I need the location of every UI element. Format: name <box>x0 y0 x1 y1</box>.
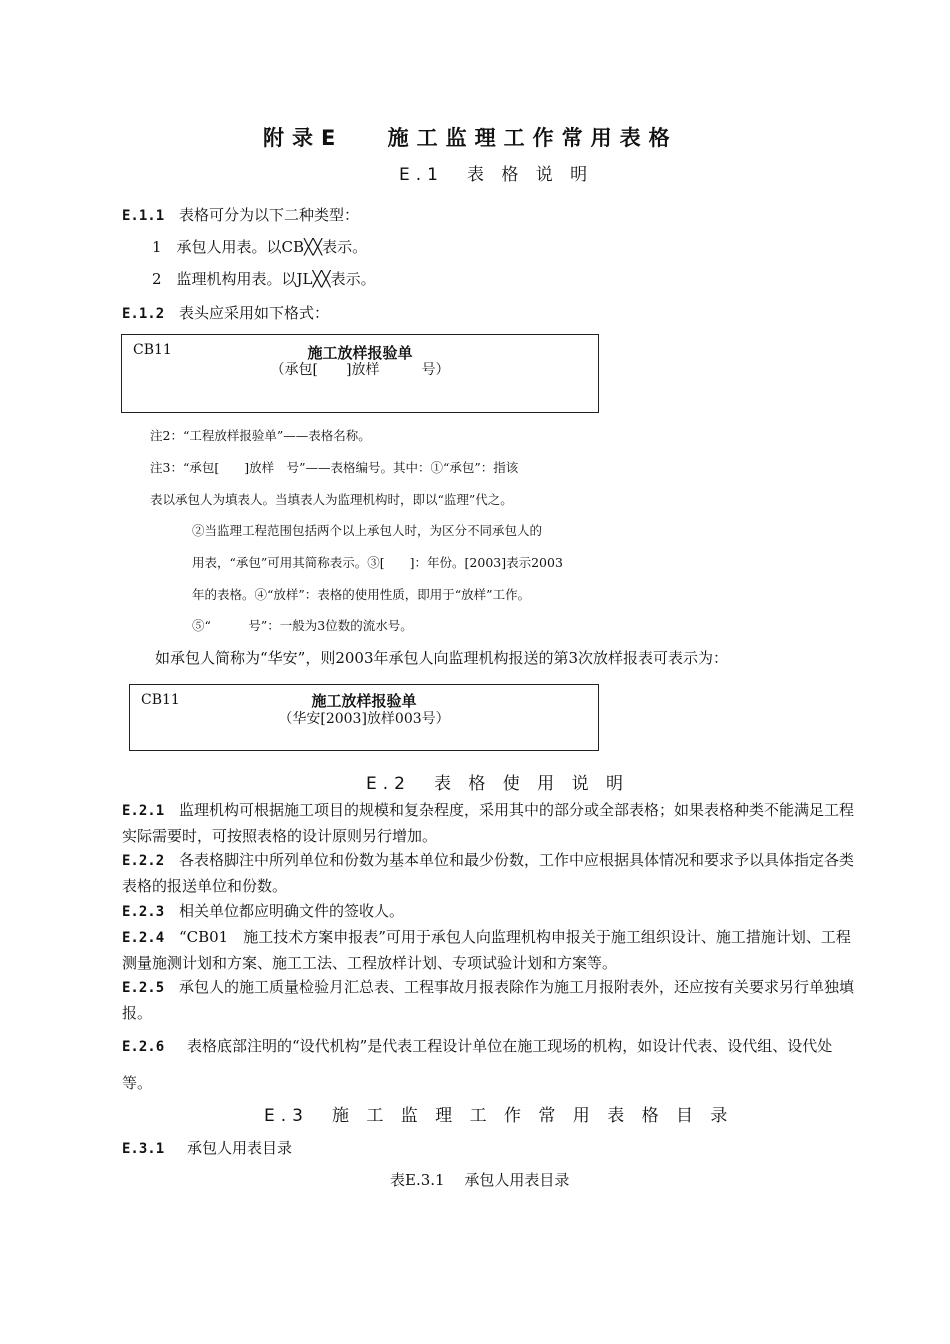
table-caption: 表E.3.1 承包人用表目录 <box>390 1171 570 1189</box>
form-header-example-2 <box>129 684 599 751</box>
section-e3-heading: E.3 施 工 监 理 工 作 常 用 表 格 目 录 <box>264 1106 734 1126</box>
clause-text: 承包人用表目录 <box>186 1139 292 1157</box>
clause-text: 表头应采用如下格式： <box>178 304 329 322</box>
clause-text: 表格底部注明的“设代机构”是代表工程设计单位在施工现场的机构，如设计代表、设代组、设代处等。 <box>122 1037 833 1092</box>
form-header-example-1 <box>121 334 599 413</box>
clause-e2-3 <box>122 899 862 925</box>
note-3-line-4: 用表，“承包”可用其简称表示。③[ ]：年份。[2003]表示2003 <box>192 555 563 570</box>
note-3-line-2: 表以承包人为填表人。当填表人为监理机构时，即以“监理”代之。 <box>150 492 513 507</box>
clause-number: E.2.5 <box>122 980 165 996</box>
clause-e3-1 <box>122 1137 292 1158</box>
form-code: CB11 <box>141 692 180 708</box>
clause-text: 监理机构可根据施工项目的规模和复杂程度，采用其中的部分或全部表格；如果表格种类不能满足工程实际需要时，可按照表格的设计原则另行增加。 <box>122 801 854 845</box>
list-item-1: 1 承包人用表。以CB╳╳表示。 <box>152 238 368 256</box>
clause-text: “CB01 施工技术方案申报表”可用于承包人向监理机构申报关于施工组织设计、施工措施计划、工程测量施测计划和方案、施工工法、工程放样计划、专项试验计划和方案等。 <box>122 928 851 972</box>
clause-number: E.2.3 <box>122 904 165 920</box>
clause-number: E.1.1 <box>122 208 165 224</box>
form-title: 施工放样报验单 <box>307 344 413 362</box>
list-item-2: 2 监理机构用表。以JL╳╳表示。 <box>152 270 376 288</box>
note-3-line-6: ⑤“ 号”：一般为3位数的流水号。 <box>192 618 413 633</box>
note-2: 注2：“工程放样报验单”——表格名称。 <box>150 428 371 443</box>
section-e2-heading: E.2 表 格 使 用 说 明 <box>366 774 629 794</box>
clause-e2-6 <box>122 1028 862 1101</box>
clause-text: 表格可分为以下二种类型： <box>178 206 359 224</box>
note-3-line-3: ②当监理工程范围包括两个以上承包人时，为区分不同承包人的 <box>192 523 543 538</box>
clause-number: E.3.1 <box>122 1141 165 1157</box>
clause-e2-1 <box>122 798 862 849</box>
clause-text: 相关单位都应明确文件的签收人。 <box>178 902 404 920</box>
note-3-line-5: 年的表格。④“放样”：表格的使用性质，即用于“放样”工作。 <box>192 587 531 602</box>
clause-e2-5 <box>122 975 862 1026</box>
form-title: 施工放样报验单 <box>311 692 417 710</box>
clause-number: E.2.6 <box>122 1039 165 1055</box>
clause-number: E.2.4 <box>122 930 165 946</box>
clause-number: E.1.2 <box>122 306 165 322</box>
clause-text: 各表格脚注中所列单位和份数为基本单位和最少份数，工作中应根据具体情况和要求予以具体指定各类表格的报送单位和份数。 <box>122 851 854 895</box>
clause-text: 承包人的施工质量检验月汇总表、工程事故月报表除作为施工月报附表外，还应按有关要求另行单独填报。 <box>122 978 854 1022</box>
page-title: 附录E 施工监理工作常用表格 <box>263 126 678 150</box>
clause-number: E.2.2 <box>122 853 165 869</box>
clause-number: E.2.1 <box>122 803 165 819</box>
clause-e1-2 <box>122 302 329 323</box>
clause-e2-2 <box>122 848 862 899</box>
form-code: CB11 <box>133 342 172 358</box>
clause-e1-1 <box>122 204 359 225</box>
section-e1-heading: E.1 表 格 说 明 <box>399 165 594 185</box>
form-number: （华安[2003]放样003号） <box>278 711 450 727</box>
example-text: 如承包人简称为“华安”，则2003年承包人向监理机构报送的第3次放样报表可表示为： <box>155 649 729 667</box>
clause-e2-4 <box>122 925 862 976</box>
form-number: （承包[ ]放样 号） <box>270 362 450 378</box>
note-3-line-1: 注3：“承包[ ]放样 号”——表格编号。其中：①“承包”：指该 <box>150 460 519 475</box>
